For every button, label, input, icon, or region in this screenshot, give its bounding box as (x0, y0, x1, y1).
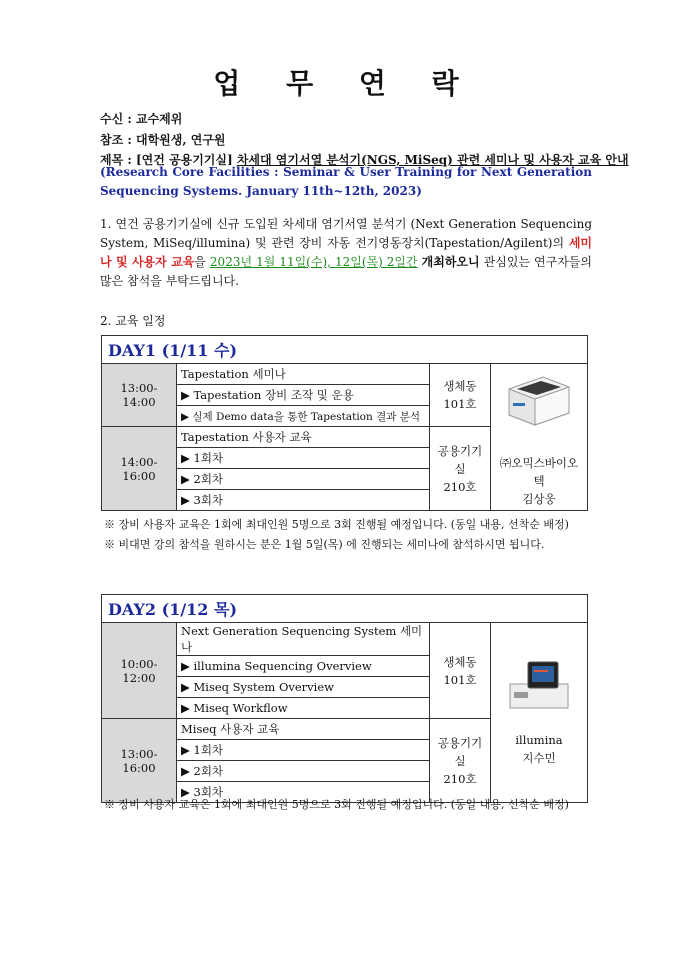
day2-session1-item: ▶ Miseq System Overview (177, 677, 430, 698)
day2-session2-title: Miseq 사용자 교육 (177, 719, 430, 740)
day1-session2-item: ▶ 3회차 (177, 490, 430, 511)
day2-session2-item: ▶ 2회차 (177, 761, 430, 782)
subject-english: (Research Core Facilities : Seminar & User Training for Next Generation Sequencing Systems. January 11th~12th, 2023) (100, 165, 592, 198)
day2-session2-item: ▶ 3회차 (177, 782, 430, 803)
day1-session2-item: ▶ 1회차 (177, 448, 430, 469)
day1-header: DAY1 (1/11 수) (102, 336, 588, 364)
day2-header: DAY2 (1/12 목) (102, 595, 588, 623)
day2-note-1: ※ 장비 사용자 교육은 1회에 최대인원 5명으로 3회 진행될 예정입니다. (동일 내용, 선착순 배정) (104, 798, 569, 811)
day1-session2-title: Tapestation 사용자 교육 (177, 427, 430, 448)
subject-line: 제목 : [연건 공용기기실] 차세대 염기서열 분석기(NGS, MiSeq) 관련 세미나 및 사용자 교육 안내 (100, 153, 629, 167)
day1-session2-time: 14:00-16:00 (102, 427, 177, 511)
paragraph-1: 1. 연건 공용기기실에 신규 도입된 차세대 염기서열 분석기 (Next Generation Sequencing System, MiSeq/illumina) 및 관련 장비 자동 전기영동장치(Tapestation/Agilent)의 세미나 및 사용자 교육을 2023년 1월 11일(수), 12일(목) 2일간 개최하오니 관심있는 연구자들의 많은 참석을 부탁드립니다. (100, 217, 592, 288)
day1-vendor-company: ㈜오믹스바이오텍 (499, 455, 579, 488)
paragraph-2: 2. 교육 일정 (100, 314, 166, 328)
day1-session2-item: ▶ 2회차 (177, 469, 430, 490)
day1-session1-time: 13:00-14:00 (102, 364, 177, 427)
day2-session1-item: ▶ Miseq Workflow (177, 698, 430, 719)
day2-session2-location: 공용기기실 210호 (430, 719, 491, 803)
day1-instrument-cell (491, 364, 588, 511)
day2-vendor-company: illumina (515, 733, 563, 747)
day2-vendor-contact: 지수민 (522, 751, 556, 765)
day1-note-1: ※ 장비 사용자 교육은 1회에 최대인원 5명으로 3회 진행될 예정입니다. (동일 내용, 선착순 배정) (104, 518, 569, 531)
day1-session1-location: 생체동 101호 (430, 364, 491, 427)
day1-vendor-contact: 김상웅 (522, 491, 556, 506)
document-title: 업 무 연 락 (213, 67, 477, 100)
day2-session1-time: 10:00-12:00 (102, 623, 177, 719)
day2-session2-item: ▶ 1회차 (177, 740, 430, 761)
day2-instrument-cell (491, 623, 588, 803)
day1-schedule-table (101, 335, 588, 511)
day1-session1-item: ▶ Tapestation 장비 조작 및 운용 (177, 385, 430, 406)
cc-line: 참조 : 대학원생, 연구원 (100, 133, 226, 147)
day2-session2-time: 13:00-16:00 (102, 719, 177, 803)
day2-session1-title: Next Generation Sequencing System 세미나 (177, 623, 430, 656)
miseq-instrument-image (504, 658, 574, 712)
day2-schedule-table (101, 594, 588, 803)
recipient-line: 수신 : 교수제위 (100, 112, 183, 126)
day2-session1-location: 생체동 101호 (430, 623, 491, 719)
day1-note-2: ※ 비대면 강의 참석을 원하시는 분은 1월 5일(목) 에 진행되는 세미나에 참석하시면 됩니다. (104, 538, 545, 551)
day1-session1-item: ▶ 실제 Demo data을 통한 Tapestation 결과 분석 (177, 406, 430, 427)
day1-session2-location: 공용기기실 210호 (430, 427, 491, 511)
day2-session1-item: ▶ illumina Sequencing Overview (177, 656, 430, 677)
tapestation-instrument-image (503, 367, 575, 429)
day1-session1-title: Tapestation 세미나 (177, 364, 430, 385)
